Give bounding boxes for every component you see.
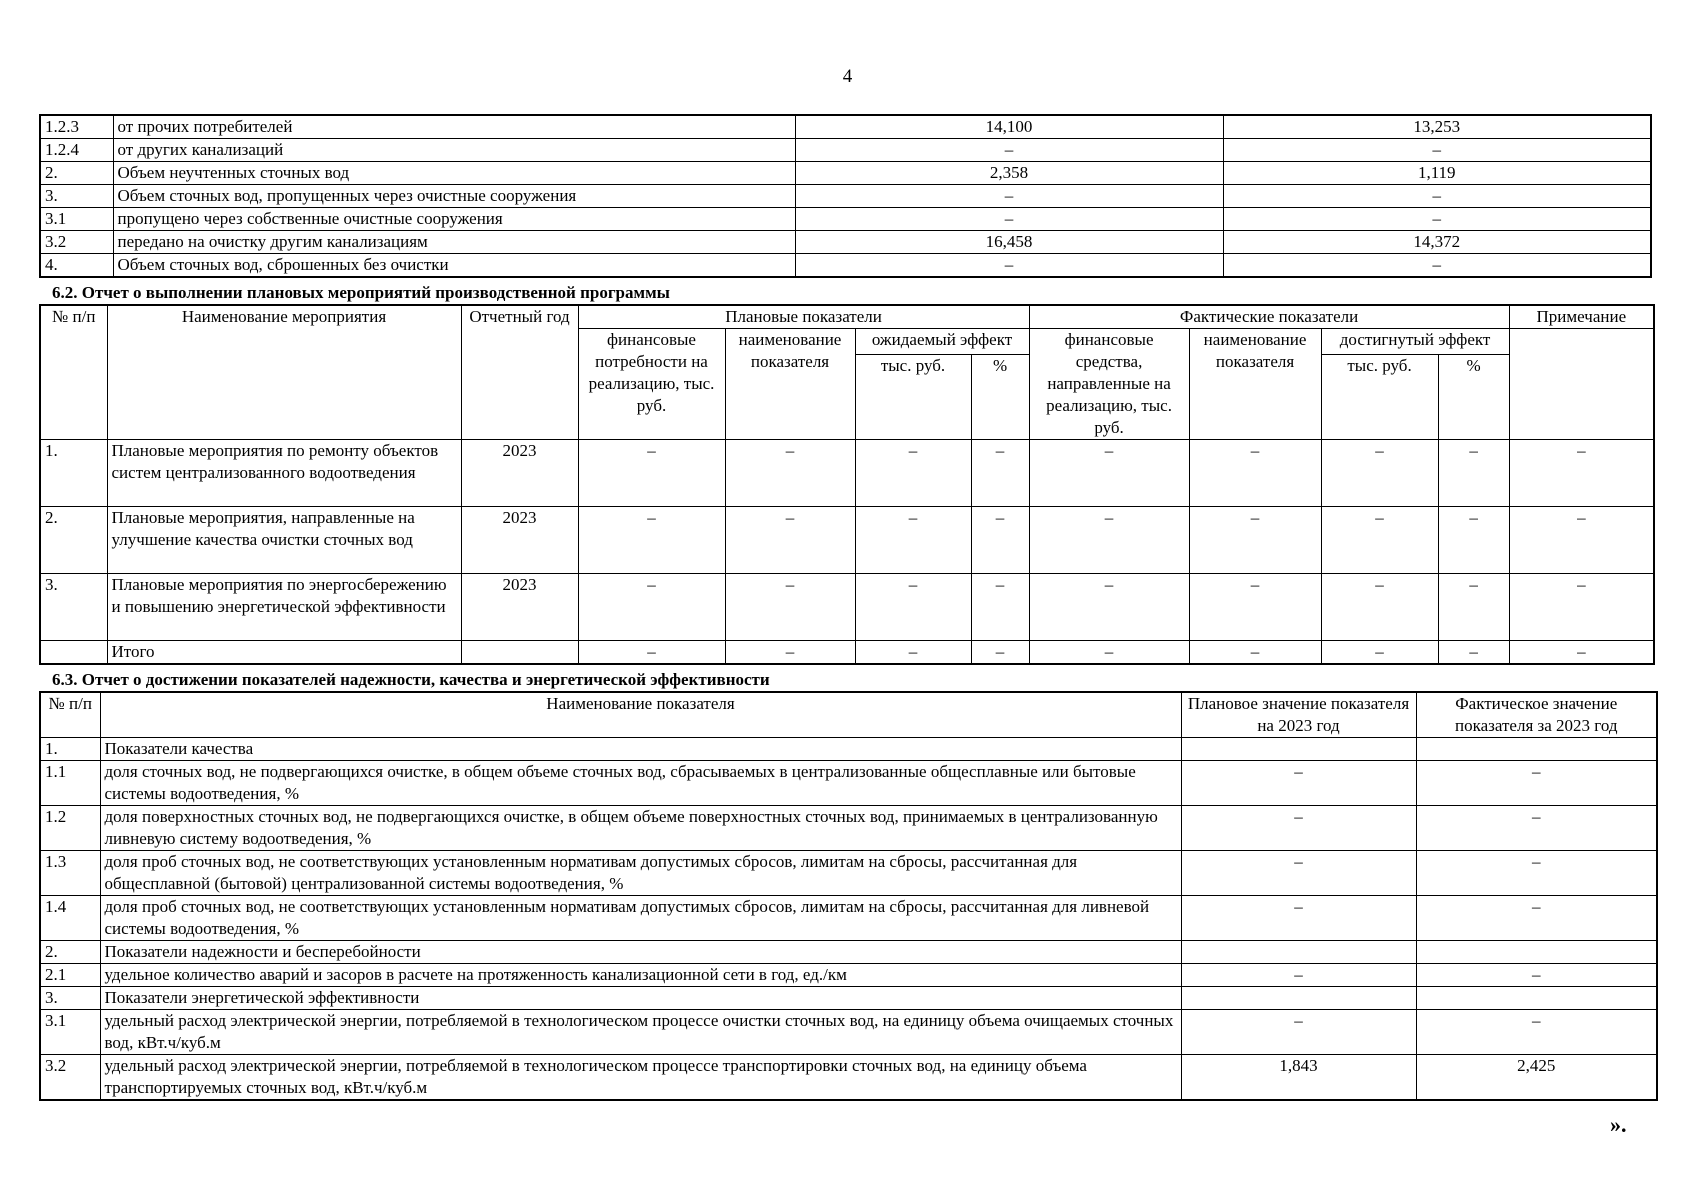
row-value-cell: – xyxy=(1438,440,1509,507)
header-fact-indicators: Фактические показатели xyxy=(1029,305,1509,329)
row-indicator-name: Показатели энергетической эффективности xyxy=(100,987,1181,1010)
row-plan-value: – xyxy=(1181,761,1416,806)
row-indicator-name: доля проб сточных вод, не соответствующих установленным нормативам допустимых сбросов, лимитам на сбросы, рассчитанная для общесплавной (бытовой) централизованной системы водоотведения, % xyxy=(100,851,1181,896)
header-num: № п/п xyxy=(40,692,100,738)
row-value-cell: – xyxy=(1509,440,1654,507)
header-plan-indicator-name: наименование показателя xyxy=(725,329,855,440)
row-indicator-name: доля поверхностных сточных вод, не подвергающихся очистке, в общем объеме поверхностных сточных вод, принимаемых в централизованную ливневую систему водоотведения, % xyxy=(100,806,1181,851)
row-number: 1.3 xyxy=(40,851,100,896)
row-fact-value: – xyxy=(1223,139,1651,162)
row-value-cell: – xyxy=(1321,507,1438,574)
row-number: 3. xyxy=(40,574,107,641)
row-number: 4. xyxy=(40,254,113,278)
row-value-cell: – xyxy=(1321,641,1438,665)
row-value-cell: – xyxy=(1321,574,1438,641)
row-plan-value: – xyxy=(795,185,1223,208)
row-fact-value: 14,372 xyxy=(1223,231,1651,254)
header-note: Примечание xyxy=(1509,305,1654,329)
row-year: 2023 xyxy=(461,440,578,507)
row-number: 1.2 xyxy=(40,806,100,851)
table-row xyxy=(40,208,1651,231)
row-measure-name: Плановые мероприятия, направленные на улучшение качества очистки сточных вод xyxy=(107,507,461,574)
row-plan-value xyxy=(1181,941,1416,964)
row-plan-value: – xyxy=(1181,851,1416,896)
row-name: от других канализаций xyxy=(113,139,795,162)
table-row xyxy=(40,851,1657,896)
row-number: 1.2.4 xyxy=(40,139,113,162)
row-value-cell: – xyxy=(1509,507,1654,574)
row-year xyxy=(461,641,578,665)
row-plan-value: 14,100 xyxy=(795,115,1223,139)
row-value-cell: – xyxy=(725,641,855,665)
row-name: пропущено через собственные очистные сооружения xyxy=(113,208,795,231)
closing-quote-mark: ». xyxy=(1610,1112,1627,1137)
row-indicator-name: Показатели надежности и бесперебойности xyxy=(100,941,1181,964)
table-row xyxy=(40,964,1657,987)
table-row xyxy=(40,115,1651,139)
row-fact-value: 13,253 xyxy=(1223,115,1651,139)
row-plan-value: – xyxy=(1181,896,1416,941)
table-row xyxy=(40,761,1657,806)
table-row xyxy=(40,162,1651,185)
row-number xyxy=(40,641,107,665)
row-value-cell: – xyxy=(578,440,725,507)
row-value-cell: – xyxy=(1509,641,1654,665)
row-fact-value: – xyxy=(1416,806,1657,851)
row-number: 3.2 xyxy=(40,1055,100,1101)
header-report-year: Отчетный год xyxy=(461,305,578,440)
header-expected-effect: ожидаемый эффект xyxy=(855,329,1029,355)
row-fact-value: 1,119 xyxy=(1223,162,1651,185)
header-plan-value: Плановое значение показателя на 2023 год xyxy=(1181,692,1416,738)
row-number: 2. xyxy=(40,507,107,574)
table-row xyxy=(40,806,1657,851)
row-value-cell: – xyxy=(855,641,971,665)
row-value-cell: – xyxy=(1029,641,1189,665)
table-row xyxy=(40,139,1651,162)
table-row xyxy=(40,254,1651,278)
row-number: 2.1 xyxy=(40,964,100,987)
row-number: 1. xyxy=(40,440,107,507)
row-plan-value: – xyxy=(795,254,1223,278)
row-value-cell: – xyxy=(855,574,971,641)
header-achieved-effect: достигнутый эффект xyxy=(1321,329,1509,355)
row-fact-value: – xyxy=(1223,254,1651,278)
row-measure-name: Плановые мероприятия по энергосбережению и повышению энергетической эффективности xyxy=(107,574,461,641)
row-plan-value: – xyxy=(1181,1010,1416,1055)
row-number: 3.1 xyxy=(40,208,113,231)
row-indicator-name: доля сточных вод, не подвергающихся очистке, в общем объеме сточных вод, сбрасываемых в централизованные общесплавные или бытовые системы водоотведения, % xyxy=(100,761,1181,806)
row-number: 1.4 xyxy=(40,896,100,941)
row-value-cell: – xyxy=(1189,507,1321,574)
header-fact-effect-rub: тыс. руб. xyxy=(1321,355,1438,440)
row-indicator-name: удельный расход электрической энергии, потребляемой в технологическом процессе транспортировки сточных вод, на единицу объема транспортируемых сточных вод, кВт.ч/куб.м xyxy=(100,1055,1181,1101)
row-year: 2023 xyxy=(461,507,578,574)
row-value-cell: – xyxy=(725,574,855,641)
page-number: 4 xyxy=(842,66,853,87)
row-value-cell: – xyxy=(725,507,855,574)
row-number: 2. xyxy=(40,941,100,964)
table-row xyxy=(40,231,1651,254)
row-fact-value: – xyxy=(1223,185,1651,208)
header-note-empty xyxy=(1509,329,1654,440)
header-plan-indicators: Плановые показатели xyxy=(578,305,1029,329)
row-value-cell: – xyxy=(855,440,971,507)
section-63-title: 6.3. Отчет о достижении показателей надежности, качества и энергетической эффективности xyxy=(52,670,770,689)
row-plan-value: – xyxy=(795,139,1223,162)
row-measure-name: Итого xyxy=(107,641,461,665)
table-row xyxy=(40,738,1657,761)
row-fact-value: – xyxy=(1416,851,1657,896)
header-num: № п/п xyxy=(40,305,107,440)
row-plan-value: – xyxy=(1181,964,1416,987)
table-row xyxy=(40,941,1657,964)
header-fact-indicator-name: наименование показателя xyxy=(1189,329,1321,440)
row-fact-value: – xyxy=(1223,208,1651,231)
row-value-cell: – xyxy=(1189,574,1321,641)
row-value-cell: – xyxy=(578,574,725,641)
row-indicator-name: доля проб сточных вод, не соответствующих установленным нормативам допустимых сбросов, лимитам на сбросы, рассчитанная для ливневой системы водоотведения, % xyxy=(100,896,1181,941)
row-value-cell: – xyxy=(855,507,971,574)
row-plan-value: – xyxy=(1181,806,1416,851)
row-name: Объем сточных вод, сброшенных без очистки xyxy=(113,254,795,278)
row-number: 3.2 xyxy=(40,231,113,254)
row-value-cell: – xyxy=(1438,507,1509,574)
reliability-indicators-table xyxy=(39,691,1658,1101)
row-value-cell: – xyxy=(1189,440,1321,507)
header-measure-name: Наименование мероприятия xyxy=(107,305,461,440)
row-fact-value: 2,425 xyxy=(1416,1055,1657,1101)
table-row xyxy=(40,440,1654,507)
row-value-cell: – xyxy=(1438,641,1509,665)
row-indicator-name: удельное количество аварий и засоров в расчете на протяженность канализационной сети в год, ед./км xyxy=(100,964,1181,987)
table-row xyxy=(40,1055,1657,1101)
row-number: 1.1 xyxy=(40,761,100,806)
row-value-cell: – xyxy=(725,440,855,507)
wastewater-volume-table xyxy=(39,114,1652,278)
row-number: 1. xyxy=(40,738,100,761)
row-value-cell: – xyxy=(1029,440,1189,507)
row-value-cell: – xyxy=(1029,574,1189,641)
row-value-cell: – xyxy=(971,507,1029,574)
table-row xyxy=(40,507,1654,574)
row-value-cell: – xyxy=(578,507,725,574)
row-number: 3. xyxy=(40,987,100,1010)
table-row xyxy=(40,185,1651,208)
row-plan-value: 2,358 xyxy=(795,162,1223,185)
header-fact-effect-pct: % xyxy=(1438,355,1509,440)
planned-measures-table xyxy=(39,304,1655,665)
row-fact-value: – xyxy=(1416,896,1657,941)
header-plan-effect-rub: тыс. руб. xyxy=(855,355,971,440)
row-value-cell: – xyxy=(971,440,1029,507)
row-indicator-name: удельный расход электрической энергии, потребляемой в технологическом процессе очистки сточных вод, на единицу объема очищаемых сточных вод, кВт.ч/куб.м xyxy=(100,1010,1181,1055)
row-fact-value xyxy=(1416,941,1657,964)
row-plan-value: – xyxy=(795,208,1223,231)
row-value-cell: – xyxy=(1321,440,1438,507)
row-value-cell: – xyxy=(1438,574,1509,641)
section-62-title: 6.2. Отчет о выполнении плановых мероприятий производственной программы xyxy=(52,283,670,302)
table-row xyxy=(40,574,1654,641)
row-name: от прочих потребителей xyxy=(113,115,795,139)
row-number: 3.1 xyxy=(40,1010,100,1055)
table-row xyxy=(40,987,1657,1010)
row-fact-value xyxy=(1416,738,1657,761)
row-plan-value: 1,843 xyxy=(1181,1055,1416,1101)
row-number: 2. xyxy=(40,162,113,185)
row-name: передано на очистку другим канализациям xyxy=(113,231,795,254)
row-fact-value xyxy=(1416,987,1657,1010)
row-number: 3. xyxy=(40,185,113,208)
row-value-cell: – xyxy=(1509,574,1654,641)
header-indicator-name: Наименование показателя xyxy=(100,692,1181,738)
row-name: Объем сточных вод, пропущенных через очистные сооружения xyxy=(113,185,795,208)
row-value-cell: – xyxy=(1029,507,1189,574)
row-value-cell: – xyxy=(971,574,1029,641)
header-plan-effect-pct: % xyxy=(971,355,1029,440)
table-row xyxy=(40,896,1657,941)
row-plan-value xyxy=(1181,987,1416,1010)
header-fact-value: Фактическое значение показателя за 2023 год xyxy=(1416,692,1657,738)
row-fact-value: – xyxy=(1416,761,1657,806)
row-value-cell: – xyxy=(971,641,1029,665)
row-year: 2023 xyxy=(461,574,578,641)
table-row xyxy=(40,1010,1657,1055)
row-plan-value xyxy=(1181,738,1416,761)
table-row xyxy=(40,641,1654,665)
row-plan-value: 16,458 xyxy=(795,231,1223,254)
header-plan-financial: финансовые потребности на реализацию, тыс. руб. xyxy=(578,329,725,440)
row-fact-value: – xyxy=(1416,964,1657,987)
row-number: 1.2.3 xyxy=(40,115,113,139)
header-fact-financial: финансовые средства, направленные на реализацию, тыс. руб. xyxy=(1029,329,1189,440)
row-fact-value: – xyxy=(1416,1010,1657,1055)
row-indicator-name: Показатели качества xyxy=(100,738,1181,761)
row-name: Объем неучтенных сточных вод xyxy=(113,162,795,185)
row-value-cell: – xyxy=(578,641,725,665)
row-measure-name: Плановые мероприятия по ремонту объектов систем централизованного водоотведения xyxy=(107,440,461,507)
row-value-cell: – xyxy=(1189,641,1321,665)
